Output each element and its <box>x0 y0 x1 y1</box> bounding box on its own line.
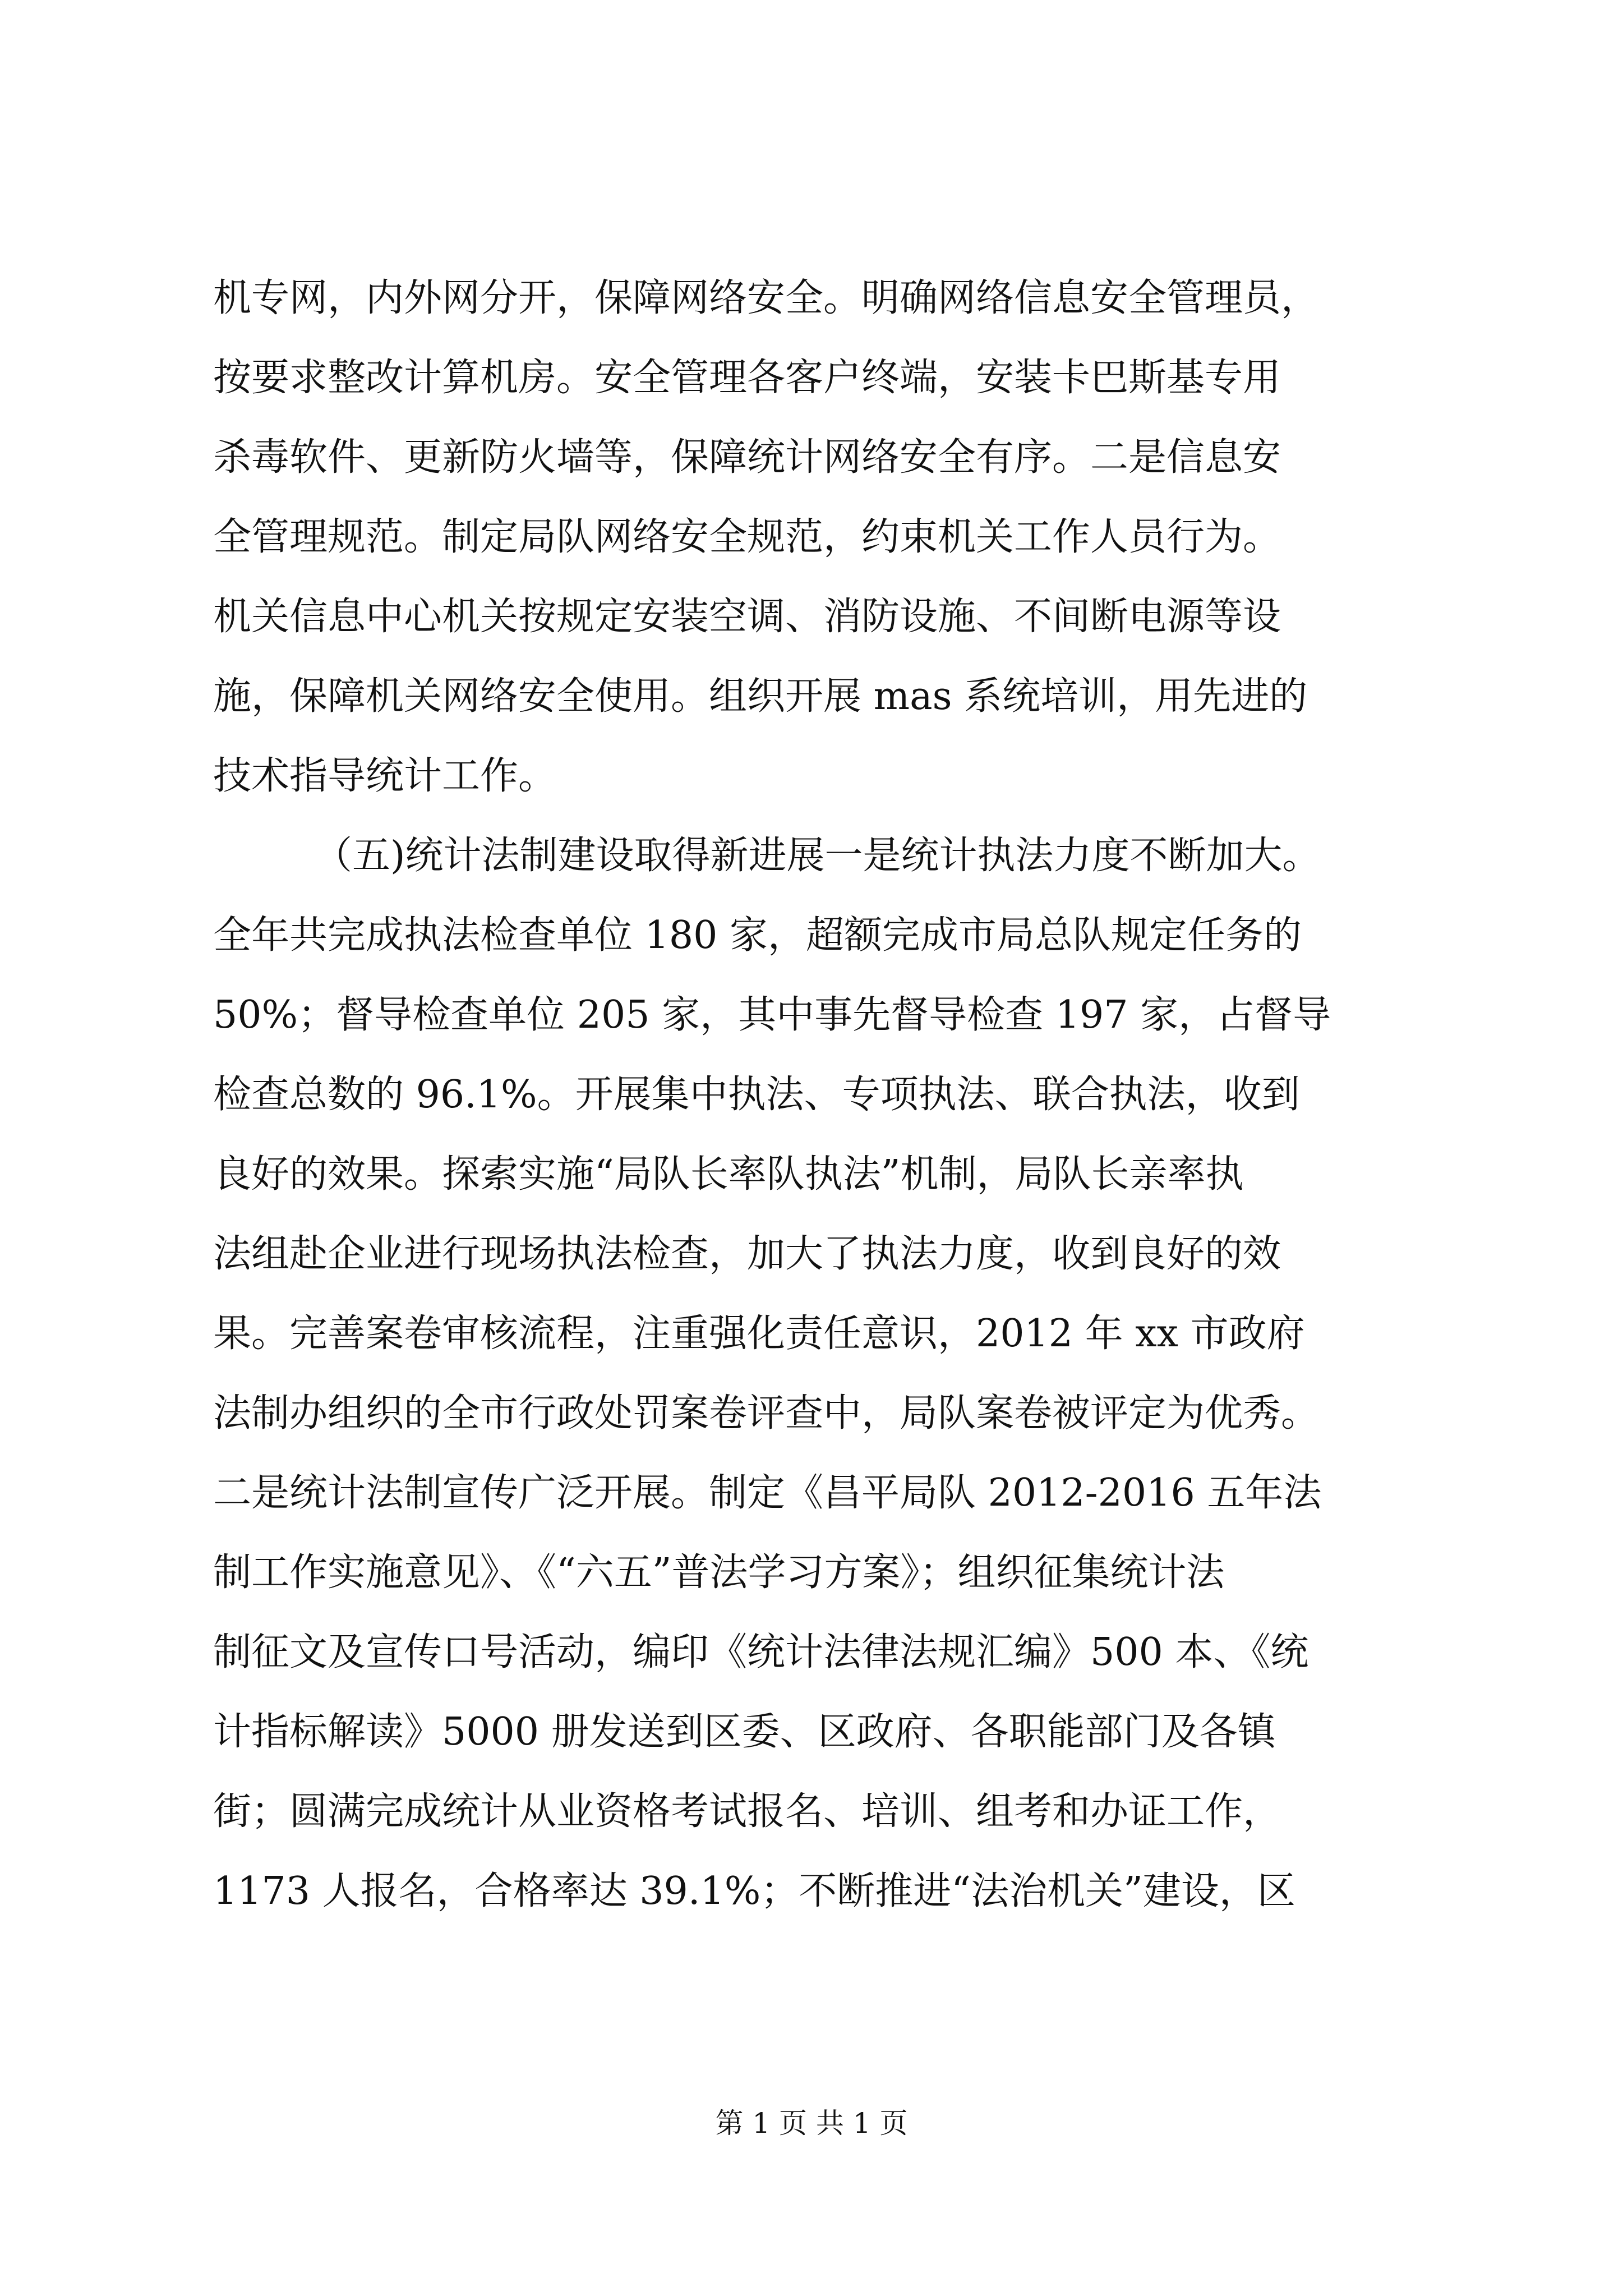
page-footer: 第 1 页 共 1 页 <box>715 2107 908 2139</box>
text-line: 计指标解读》5000 册发送到区委、区政府、各职能部门及各镇 <box>213 1710 1276 1754</box>
text-line: 良好的效果。探索实施“局队长率队执法”机制，局队长亲率执 <box>213 1152 1244 1197</box>
text-line: 技术指导统计工作。 <box>213 754 557 798</box>
text-line: 机关信息中心机关按规定安装空调、消防设施、不间断电源等设 <box>213 595 1281 639</box>
text-line: 按要求整改计算机房。安全管理各客户终端，安装卡巴斯基专用 <box>213 356 1281 400</box>
text-line: 施，保障机关网络安全使用。组织开展 mas 系统培训，用先进的 <box>213 674 1308 719</box>
text-line: 法制办组织的全市行政处罚案卷评查中，局队案卷被评定为优秀。 <box>213 1391 1320 1435</box>
text-line: 机专网，内外网分开，保障网络安全。明确网络信息安全管理员， <box>213 276 1320 320</box>
text-line: 杀毒软件、更新防火墙等，保障统计网络安全有序。二是信息安 <box>213 435 1281 480</box>
text-line: 全管理规范。制定局队网络安全规范，约束机关工作人员行为。 <box>213 515 1281 559</box>
text-line: 二是统计法制宣传广泛开展。制定《昌平局队 2012-2016 五年法 <box>213 1471 1322 1515</box>
text-line: 检查总数的 96.1%。开展集中执法、专项执法、联合执法，收到 <box>213 1073 1300 1117</box>
text-line: 街；圆满完成统计从业资格考试报名、培训、组考和办证工作， <box>213 1789 1281 1834</box>
text-line: 1173 人报名，合格率达 39.1%；不断推进“法治机关”建设，区 <box>213 1869 1295 1913</box>
text-line: 全年共完成执法检查单位 180 家，超额完成市局总队规定任务的 <box>213 913 1302 958</box>
text-line: 法组赴企业进行现场执法检查，加大了执法力度，收到良好的效 <box>213 1232 1281 1276</box>
text-line: 果。完善案卷审核流程，注重强化责任意识，2012 年 xx 市政府 <box>213 1312 1305 1356</box>
paragraph-first-line: （五)统计法制建设取得新进展一是统计执法力度不断加大。 <box>314 834 1321 878</box>
text-line: 制工作实施意见》、《“六五”普法学习方案》；组织征集统计法 <box>213 1550 1225 1595</box>
text-line: 50%；督导检查单位 205 家，其中事先督导检查 197 家，占督导 <box>213 993 1331 1037</box>
text-line: 制征文及宣传口号活动，编印《统计法律法规汇编》500 本、《统 <box>213 1630 1309 1674</box>
